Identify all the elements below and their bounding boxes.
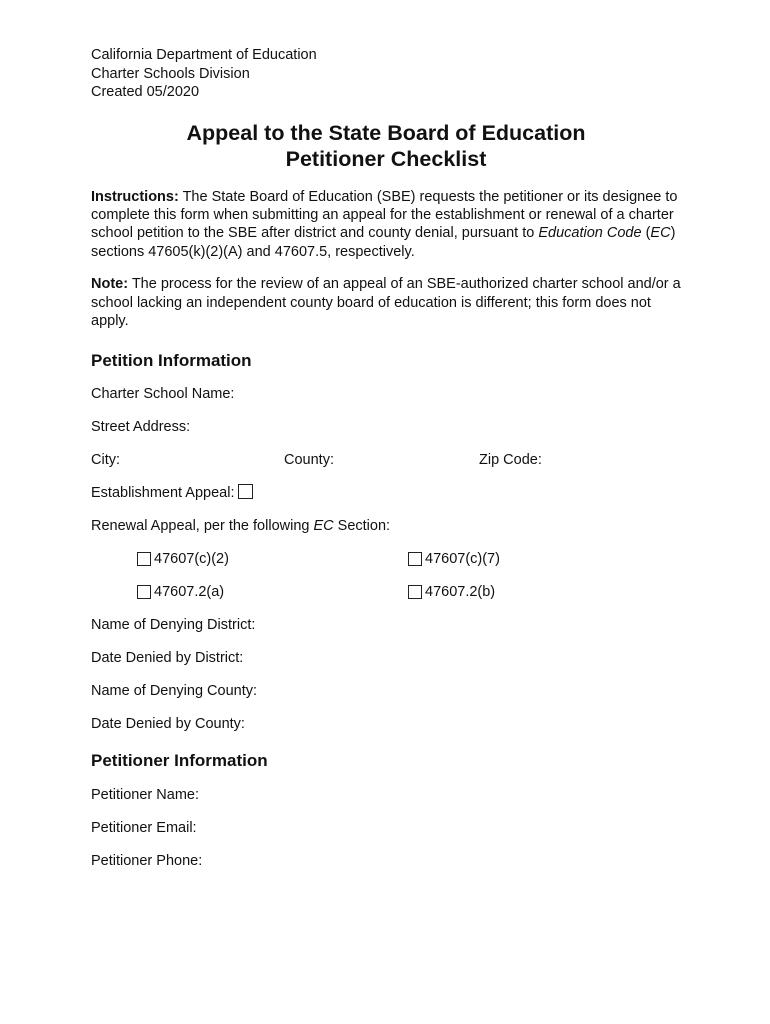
- petitioner-name-field: Petitioner Name:: [91, 787, 199, 804]
- instructions-paragraph: [91, 188, 681, 262]
- instructions-label: Instructions:: [91, 188, 179, 205]
- education-code-name: Education Code: [538, 225, 642, 242]
- charter-school-name-field: Charter School Name:: [91, 386, 235, 403]
- renewal-text: Renewal Appeal, per the following: [91, 518, 314, 535]
- option-47607-2-a[interactable]: [137, 583, 408, 601]
- document-header: [91, 46, 681, 102]
- renewal-text-end: Section:: [333, 518, 391, 535]
- renewal-options-row-1: [91, 550, 681, 568]
- option-47607-c-7[interactable]: [408, 550, 500, 568]
- option-label: 47607.2(a): [154, 584, 225, 601]
- note-text: The process for the review of an appeal of an SBE-authorized charter school and/or a school lacking an independent county board of education is different; this form does not apply.: [91, 276, 681, 329]
- renewal-appeal-label: [91, 517, 681, 535]
- date-denied-county-field: Date Denied by County:: [91, 716, 245, 733]
- option-label: 47607(c)(7): [425, 551, 500, 568]
- education-code-abbr: EC: [650, 225, 671, 242]
- checkbox-47607-2-a[interactable]: [137, 585, 151, 599]
- checkbox-47607-2-b[interactable]: [408, 585, 422, 599]
- note-label: Note:: [91, 276, 129, 293]
- denying-county-field: Name of Denying County:: [91, 683, 258, 700]
- title-line-2: Petitioner Checklist: [285, 146, 487, 171]
- option-label: 47607(c)(2): [154, 551, 229, 568]
- checkbox-47607-c-7[interactable]: [408, 552, 422, 566]
- date-denied-district-field: Date Denied by District:: [91, 650, 244, 667]
- option-47607-c-2[interactable]: [137, 550, 408, 568]
- header-division: Charter Schools Division: [91, 65, 250, 82]
- street-address-field: Street Address:: [91, 419, 191, 436]
- establishment-appeal-label: Establishment Appeal:: [91, 485, 235, 502]
- renewal-ec: EC: [313, 518, 334, 535]
- petitioner-phone-field: Petitioner Phone:: [91, 853, 203, 870]
- denying-district-field: Name of Denying District:: [91, 617, 256, 634]
- petition-information-heading: Petition Information: [91, 351, 252, 371]
- header-department: California Department of Education: [91, 47, 317, 63]
- title-line-1: Appeal to the State Board of Education: [186, 120, 586, 145]
- zip-code-field: Zip Code:: [479, 452, 542, 469]
- header-created-date: Created 05/2020: [91, 84, 200, 100]
- city-county-zip-row: [91, 451, 681, 469]
- page-title: [91, 120, 681, 172]
- city-field: City:: [91, 452, 120, 469]
- petitioner-information-heading: Petitioner Information: [91, 751, 268, 771]
- establishment-appeal-row: [91, 484, 681, 502]
- establishment-appeal-checkbox[interactable]: [238, 484, 253, 499]
- petitioner-email-field: Petitioner Email:: [91, 820, 197, 837]
- county-field: County:: [284, 452, 334, 469]
- option-label: 47607.2(b): [425, 584, 496, 601]
- paren-open: (: [641, 225, 651, 242]
- checkbox-47607-c-2[interactable]: [137, 552, 151, 566]
- note-paragraph: [91, 275, 681, 330]
- renewal-options-row-2: [91, 583, 681, 601]
- form-page: [91, 46, 681, 870]
- instructions-text: The State Board of Education (SBE) requests the petitioner or its designee to complete this form when submitting an appeal for the establishment or renewal of a charter school petition to the SBE after district and county denial, pursuant to: [91, 188, 678, 242]
- option-47607-2-b[interactable]: [408, 583, 495, 601]
- instructions-text-end: ) sections 47605(k)(2)(A) and 47607.5, respectively.: [91, 225, 676, 260]
